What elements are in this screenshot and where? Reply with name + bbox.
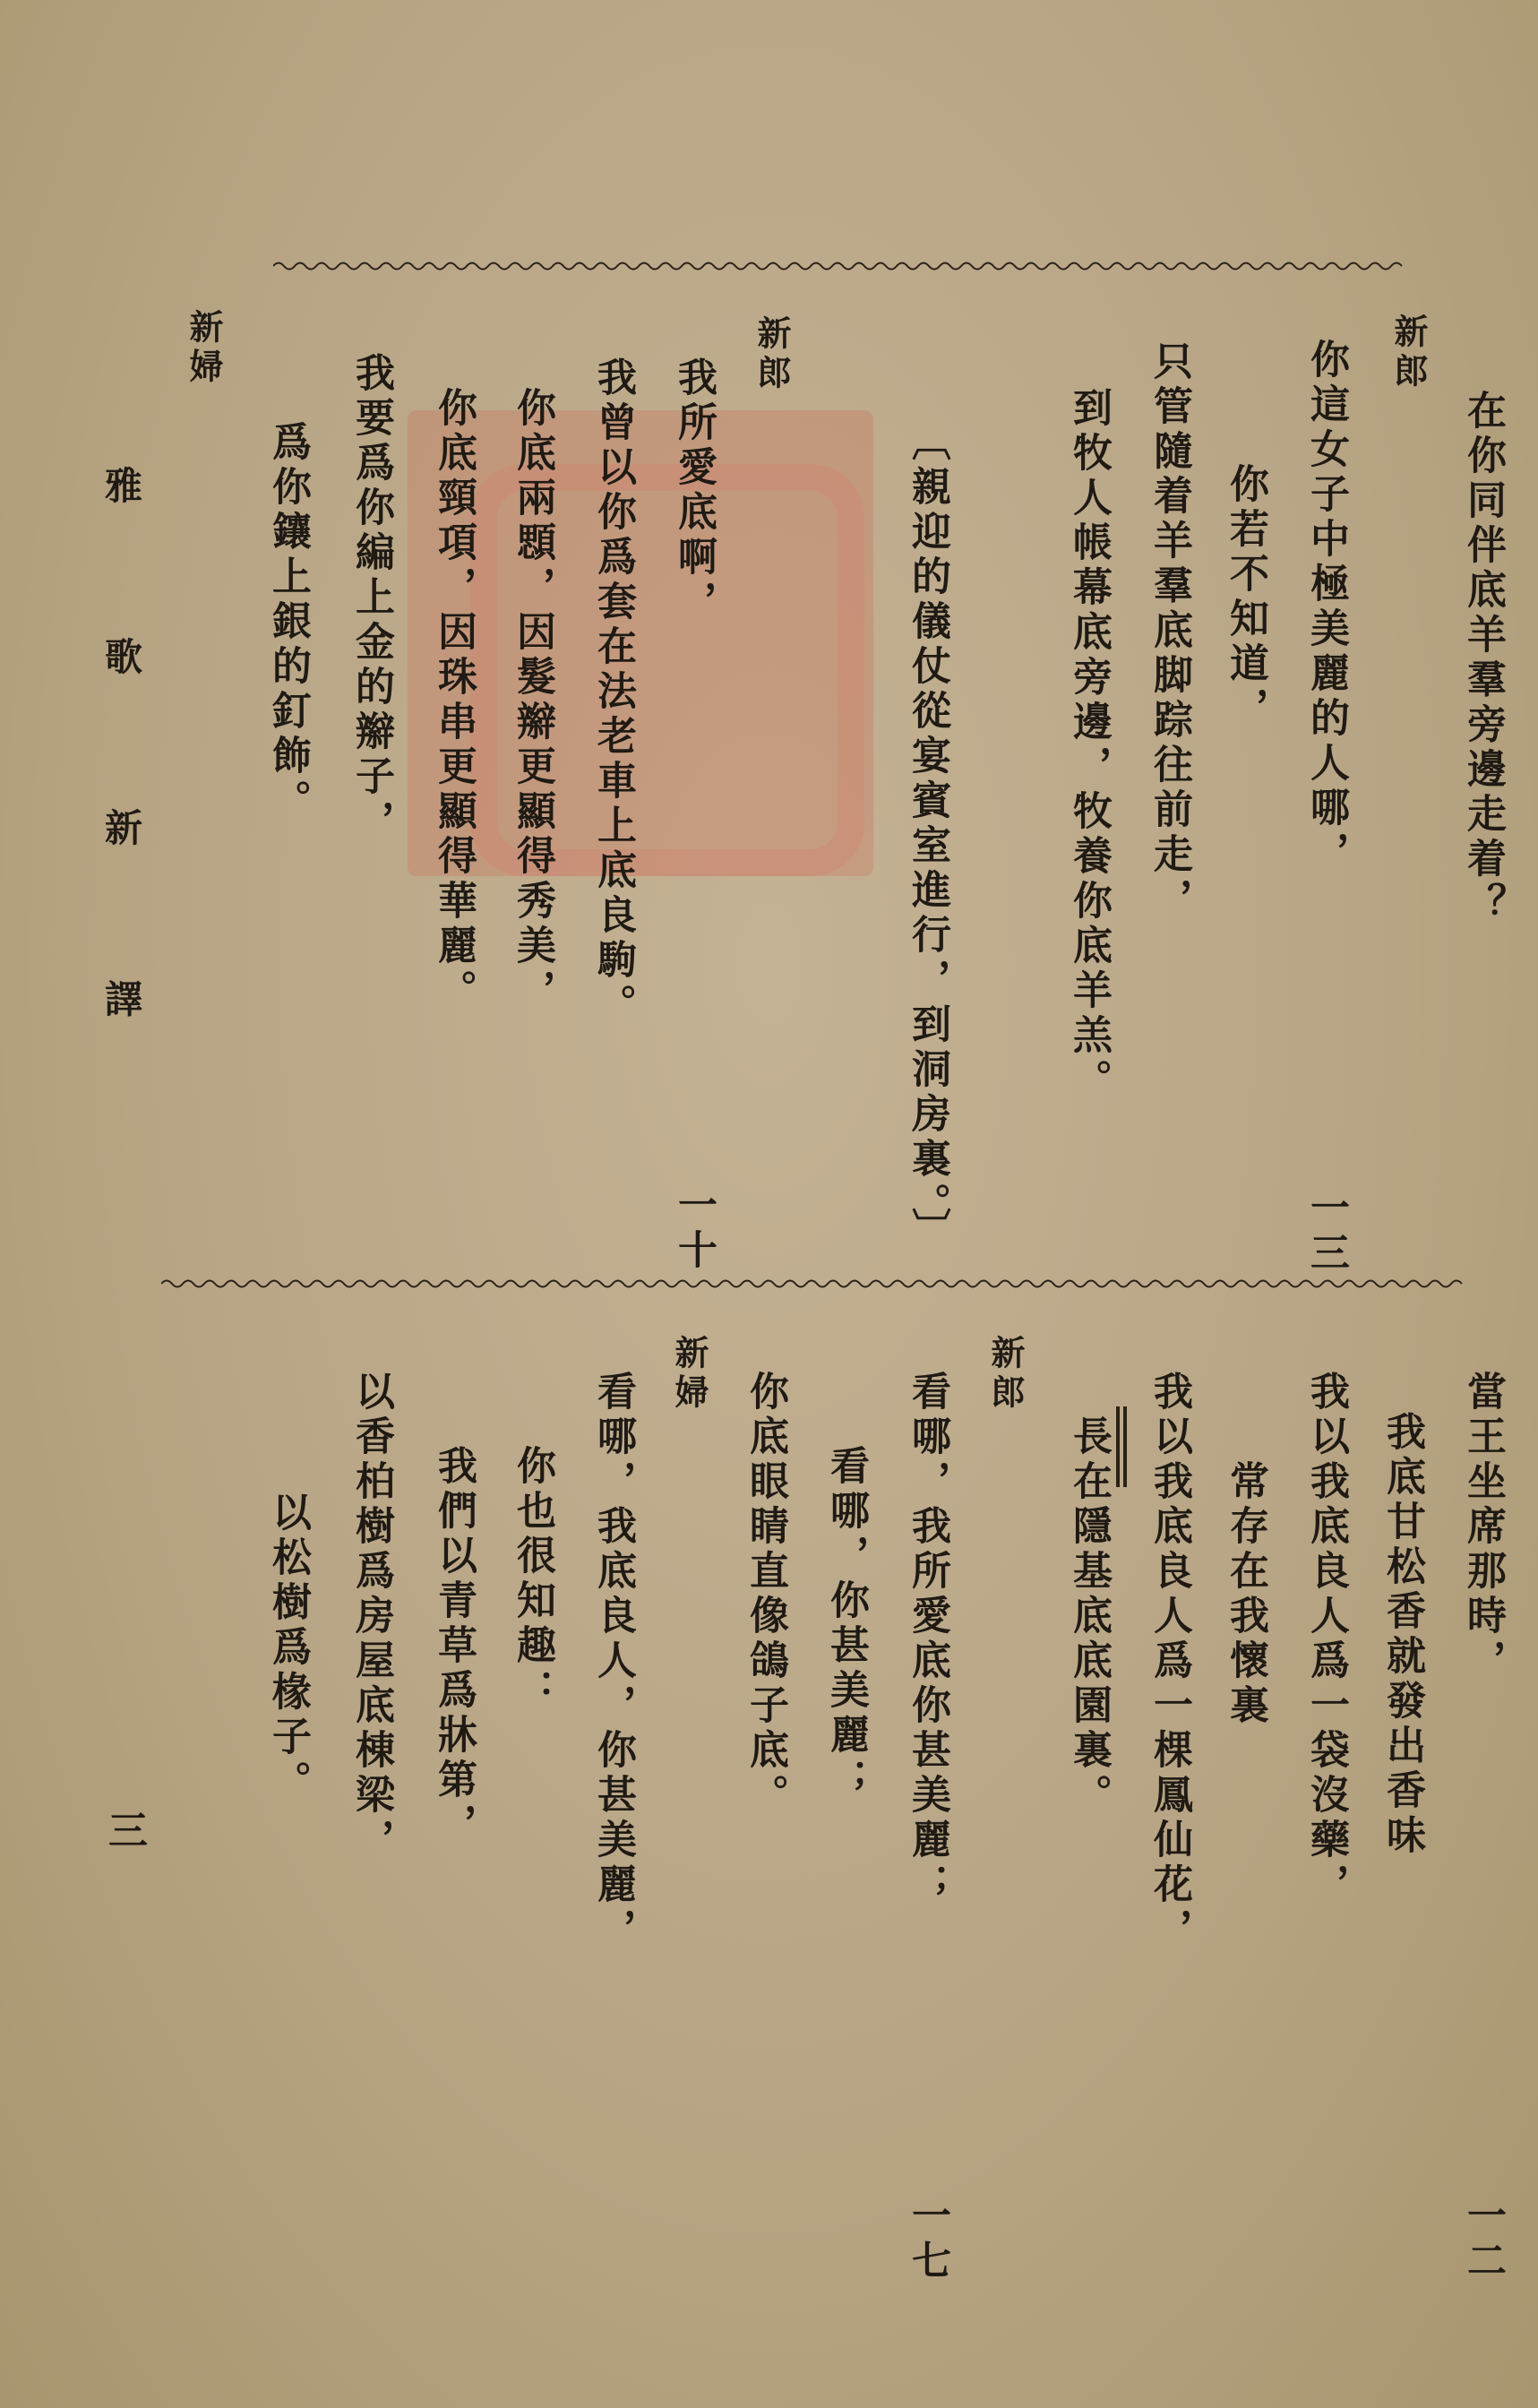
speaker-label: 新郎 [752, 315, 792, 394]
red-seal-stamp [408, 410, 873, 876]
verse-line: 爲你鑲上銀的釘飾。 [265, 421, 311, 824]
verse-number: 一二 [1460, 2195, 1506, 2284]
verse-line: 你底眼睛直像鴿子底。 [743, 1371, 788, 1819]
verse-line: 我底甘松香就發出香味 [1379, 1411, 1425, 1859]
running-title: 雅 歌 新 譯 [99, 466, 143, 1062]
verse-number: 一七 [905, 2195, 950, 2284]
speaker-label: 新婦 [669, 1335, 709, 1414]
verse-line: 你底頸項，因珠串更顯得華麗。 [431, 387, 477, 1014]
verse-line: 你也很知趣： [510, 1445, 555, 1714]
verse-number: 一十 [671, 1184, 717, 1274]
verse-line: 看哪，你甚美麗； [823, 1445, 869, 1803]
verse-line: 常存在我懷裏 [1223, 1460, 1268, 1729]
middle-wavy-divider [161, 1277, 1505, 1290]
verse-line: 當王坐席那時， [1460, 1371, 1506, 1684]
top-wavy-divider [273, 260, 1500, 272]
verse-number: 一三 [1303, 1187, 1349, 1277]
verse-line: 以香柏樹爲房屋底棟梁， [348, 1371, 394, 1863]
verse-line: 看哪，我底良人，你甚美麗， [590, 1371, 636, 1953]
speaker-label: 新婦 [184, 309, 224, 388]
verse-line: 只管隨着羊羣底脚踪往前走， [1147, 340, 1192, 923]
verse-line: 你底兩顋，因髮辮更顯得秀美， [510, 387, 555, 1014]
verse-line: 我以我底良人爲一棵鳳仙花， [1147, 1371, 1192, 1953]
verse-line: 看哪，我所愛底你甚美麗； [905, 1371, 950, 1908]
verse-line: 我們以青草爲牀第， [431, 1445, 477, 1848]
verse-line: 到牧人帳幕底旁邊，牧養你底羊羔。 [1066, 387, 1112, 1104]
verse-line: 長在隱基底底園裏。 [1066, 1415, 1112, 1819]
verse-line: 我以我底良人爲一袋沒藥， [1303, 1371, 1349, 1908]
page-number: 三 [101, 1810, 147, 1854]
proper-name-mark [1123, 1406, 1127, 1487]
verse-line: 我所愛底啊， [671, 357, 717, 625]
verse-line: 以松樹爲椽子。 [265, 1492, 311, 1805]
speaker-label: 新郎 [1388, 314, 1429, 392]
proper-name-mark [1116, 1406, 1120, 1487]
verse-line: 我要爲你編上金的辮子， [348, 352, 394, 845]
verse-line: 在你同伴底羊羣旁邊走着？ [1460, 390, 1506, 927]
speaker-label: 新郎 [985, 1335, 1026, 1414]
verse-line: 你若不知道， [1223, 463, 1268, 732]
verse-line: 你這女子中極美麗的人哪， [1303, 339, 1349, 876]
verse-line: 我曾以你爲套在法老車上底良駒。 [590, 357, 636, 1028]
stage-direction: 〔親迎的儀仗從宴賓室進行，到洞房裏。〕 [905, 421, 950, 1252]
